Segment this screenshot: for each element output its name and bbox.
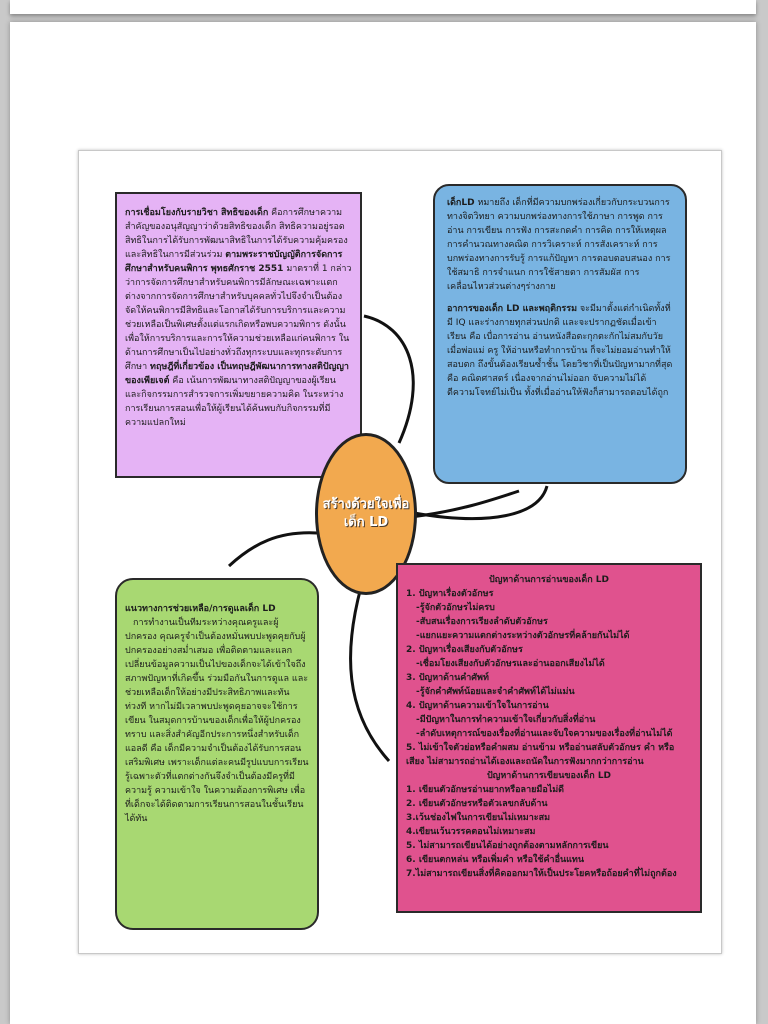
center-title-line2: เด็ก LD bbox=[343, 515, 389, 530]
text-run: คือการศึกษาความสำคัญของอนุสัญญาว่าด้วยสิทธิของเด็ก สิทธิความอยู่รอด สิทธิในการได้รับการพัฒนาสิทธิในการได้รับความคุ้มครอง และสิทธิในการมีส่วนร่วม bbox=[125, 208, 348, 260]
center-title-line1: สร้างด้วยใจเพื่อ bbox=[322, 497, 410, 512]
bold-text-run: ทฤษฎีที่เกี่ยวข้อง เป็นทฤษฎีพัฒนาการทางสติปัญญาของเพียเจต์ bbox=[125, 362, 349, 386]
previous-page-card bbox=[10, 0, 756, 14]
bold-text-run: ตามพระราชบัญญัติการจัดการศึกษาสำหรับคนพิการ พุทธศักราช 2551 bbox=[125, 250, 343, 274]
bold-text-run: อาการของเด็ก LD และพฤติกรรม bbox=[447, 304, 578, 314]
reading-problem-subitem: -ลำดับเหตุการณ์ของเรื่องที่อ่านและจับใจความของเรื่องที่อ่านไม่ได้ bbox=[416, 729, 673, 739]
writing-problem-item: 1. เขียนตัวอักษรอ่านยากหรือลายมือไม่ดี bbox=[406, 785, 565, 795]
reading-problem-subitem: -แยกแยะความแตกต่างระหว่างตัวอักษรที่คล้ายกันไม่ได้ bbox=[416, 631, 630, 641]
reading-problems-title: ปัญหาด้านการอ่านของเด็ก LD bbox=[488, 575, 610, 585]
reading-problem-subitem: -รู้จักตัวอักษรไม่ครบ bbox=[416, 603, 495, 613]
ld-definition-box bbox=[433, 184, 687, 484]
text-run: จะมีมาตั้งแต่กำเนิดทั้งที่มี IQ และร่างกายทุกส่วนปกติ และจะปรากฏชัดเมื่อเข้าเรียน คือ เบื่อการอ่าน อ่านหนังสือตะกุกตะกักไม่สมกับวัย เมื่อพ่อแม่ ครู ให้อ่านหรือทำการบ้าน ก็จะไม่ยอมอ่านทำให้สอบตก ถึงขั้นต้องเรียนซ้ำชั้น โดยวิชาที่เป็นปัญหามากที่สุด คือ คณิตศาสตร์ เนื่องจากอ่านไม่ออก จับความไม่ได้ ตีความโจทย์ไม่เป็น ทั้งที่เมื่ออ่านให้ฟังก็สามารถตอบได้ถูก bbox=[447, 304, 673, 398]
connector-ethics bbox=[364, 316, 413, 443]
writing-problem-item: 4.เขียนเว้นวรรคตอนไม่เหมาะสม bbox=[406, 827, 536, 837]
ethics-text bbox=[125, 206, 352, 430]
writing-problem-item: 7.ไม่สามารถเขียนสิ่งที่คิดออกมาให้เป็นประโยคหรือถ้อยคำที่ไม่ถูกต้อง bbox=[406, 869, 677, 879]
bold-text-run: การเชื่อมโยงกับรายวิชา สิทธิของเด็ก bbox=[125, 208, 269, 218]
writing-problems-title: ปัญหาด้านการเขียนของเด็ก LD bbox=[486, 771, 612, 781]
text-run: คือ เน้นการพัฒนาทางสติปัญญาของผู้เรียนและกิจกรรมการสำรวจการเพิ่มขยายความคิด ในระหว่างการเรียนการสอนเพื่อให้ผู้เรียนได้ค้นพบกับกิจกรรมที่มีความแปลกใหม่ bbox=[125, 376, 344, 428]
writing-problems-list bbox=[406, 783, 692, 881]
mindmap-poster bbox=[78, 150, 722, 954]
writing-problem-item: 3.เว้นช่องไฟในการเขียนไม่เหมาะสม bbox=[406, 813, 551, 823]
text-run: หมายถึง เด็กที่มีความบกพร่องเกี่ยวกับกระบวนการทางจิตวิทยา ความบกพร่องทางการใช้ภาษา การพูด การอ่าน การเขียน การฟัง การสะกดคำ การคิด การให้เหตุผล การคำนวณทางคณิต การวิเคราะห์ การสังเคราะห์ การบกพร่องทางการรับรู้ การแก้ปัญหา การตอบตอบสนอง การใช้สมาธิ การจำแนก การใช้สายตา การสัมผัส การเคลื่อนไหวส่วนต่างๆร่างกาย bbox=[447, 198, 671, 292]
connector-mid-right bbox=[411, 491, 519, 517]
reading-writing-problems-box bbox=[396, 563, 702, 913]
reading-problem-item: 3. ปัญหาด้านคำศัพท์ bbox=[406, 673, 489, 683]
reading-problem-subitem: -เชื่อมโยงเสียงกับตัวอักษรและอ่านออกเสียงไม่ได้ bbox=[416, 659, 605, 669]
ethics-theory-box bbox=[115, 192, 362, 478]
writing-problem-item: 5. ไม่สามารถเขียนได้อย่างถูกต้องตามหลักการเขียน bbox=[406, 841, 609, 851]
bold-text-run: เด็กLD bbox=[447, 198, 475, 208]
reading-problem-subitem: -มีปัญหาในการทำความเข้าใจเกี่ยวกับสิ่งที่อ่าน bbox=[416, 715, 596, 725]
text-run: มาตราที่ 1 กล่าวว่าการจัดการศึกษาสำหรับคนพิการมีลักษณะเฉพาะแตกต่างจากการจัดการศึกษาสำหรับบุคคลทั่วไปจึงจำเป็นต้องจัดให้คนพิการมีสิทธิและโอกาสได้รับการบริการและความช่วยเหลือเป็นพิเศษตั้งแต่แรกเกิดหรือพบความพิการ ดังนั้นเพื่อให้การบริการและการให้ความช่วยเหลือแก่คนพิการ ในด้านการศึกษาเป็นไปอย่างทั่วถึงทุกระบบและทุกระดับการศึกษา bbox=[125, 264, 352, 372]
reading-problem-subitem: -สับสนเรื่องการเรียงลำดับตัวอักษร bbox=[416, 617, 548, 627]
ld-symptoms-text bbox=[447, 302, 675, 400]
reading-problem-item: 5. ไม่เข้าใจตัวย่อหรือคำผสม อ่านข้าม หรืออ่านสลับตัวอักษร คำ หรือเสียง ไม่สามารถอ่านได้เองและถนัดในการฟังมากกว่าการอ่าน bbox=[406, 743, 675, 767]
connector-problems bbox=[351, 587, 389, 761]
help-title: แนวทางการช่วยเหลือ/การดูแลเด็ก LD bbox=[125, 604, 276, 614]
reading-problem-item: 2. ปัญหาเรื่องเสียงกับตัวอักษร bbox=[406, 645, 523, 655]
reading-problem-item: 1. ปัญหาเรื่องตัวอักษร bbox=[406, 589, 494, 599]
help-guidelines-box bbox=[115, 578, 319, 930]
reading-problem-subitem: -รู้จักคำศัพท์น้อยและจำคำศัพท์ได้ไม่แม่น bbox=[416, 687, 575, 697]
writing-problem-item: 2. เขียนตัวอักษรหรือตัวเลขกลับด้าน bbox=[406, 799, 548, 809]
reading-problem-item: 4. ปัญหาด้านความเข้าใจในการอ่าน bbox=[406, 701, 549, 711]
writing-problem-item: 6. เขียนตกหล่น หรือเพิ่มคำ หรือใช้คำอื่นแทน bbox=[406, 855, 585, 865]
reading-problems-list bbox=[406, 587, 692, 769]
help-body: การทำงานเป็นทีมระหว่างคุณครูและผู้ปกครอง คุณครูจำเป็นต้องหมั่นพบปะพูดคุยกับผู้ปกครองอย่างสม่ำเสมอ เพื่อติดตามและแลกเปลี่ยนข้อมูลความเป็นไปของเด็กจะได้เข้าใจถึงสภาพปัญหาที่เกิดขึ้น ร่วมมือกันในการดูแล และช่วยเหลือเด็กให้อย่างมีประสิทธิภาพและทันท่วงที หากไม่มีเวลาพบปะพูดคุยอาจจะใช้การเขียน ในสมุดการบ้านของเด็กเพื่อให้ผู้ปกครองทราบ และสิ่งสำคัญอีกประการหนึ่งสำหรับเด็กแอลดี คือ เด็กมีความจำเป็นต้องได้รับการสอนเสริมพิเศษ เพราะเด็กแต่ละคนมีรูปแบบการเรียนรู้เฉพาะตัวที่แตกต่างกันจึงจำเป็นต้องมีครูที่มีความรู้ ความเข้าใจ ในความต้องการพิเศษ เพื่อที่เด็กจะได้ติดตามการเรียนการสอนในชั้นเรียนได้ทัน bbox=[125, 618, 309, 824]
ld-definition-text bbox=[447, 196, 675, 294]
connector-help bbox=[229, 533, 317, 566]
